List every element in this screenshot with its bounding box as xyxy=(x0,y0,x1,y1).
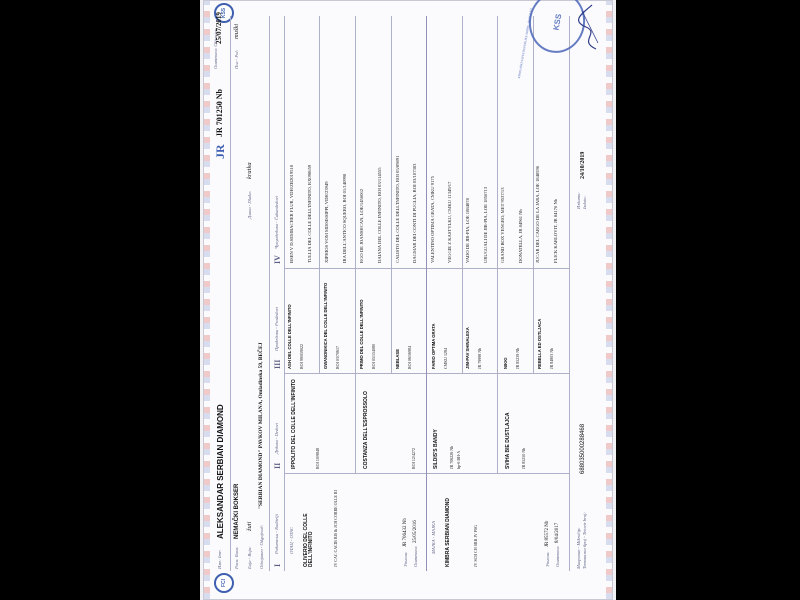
great-grandparent-name: NIKKI xyxy=(503,357,508,369)
great-great-grandparent-entry: URUGUALI DE JIR-PIA, LOE 1856713 xyxy=(482,186,488,263)
mother-reg-label: Уписан: xyxy=(545,551,550,567)
hair-value: kratka xyxy=(246,162,253,179)
kss-stamp: KSS xyxy=(524,0,590,57)
great-great-grandparent-entry: IRA DELL'ANTICO SQUERO, ROI 01/140998 xyxy=(341,173,347,263)
born-label: Оштењен: Ošttenjen: xyxy=(213,27,218,69)
great-great-grandparent-entry: GRAND BOX VENGRO, MET 9537/13 xyxy=(500,187,506,263)
color-label: Боја - Boja: xyxy=(247,546,252,569)
mother-born: 8/04/2017 xyxy=(555,522,560,543)
microchip-label: Микрочип - Mikročip: Тетоважа број - Tetovir broj: xyxy=(576,512,587,569)
great-great-grandparent-entry: VADO DE JIR-PIA, LOE 1884878 xyxy=(465,198,470,263)
grandparent-reg: JR 85250 Nb xyxy=(521,447,526,469)
mother-name: KIMBRA SERBIAN DIAMOND xyxy=(445,498,451,567)
great-great-grandparent-entry: DAIANA DEL COLLE INFINITO, ROI 03/114555 xyxy=(377,167,382,263)
great-great-grandparent-entry: BSEN V D.SEMBACHER FLUR, VDH/ZB2019518 xyxy=(289,164,294,263)
great-great-grandparent-entry: DONATELLA, JR 84961 Nb xyxy=(517,209,523,263)
decorative-border-bottom xyxy=(606,1,612,599)
great-grandparent-name: FARIO OPTIMA GRATA xyxy=(431,323,436,369)
great-grandparent-name: REBELLA ED OSTLJACA xyxy=(537,318,542,369)
great-grandparent-reg: JR 84803 Nb xyxy=(549,347,554,369)
column-iii-number: III xyxy=(273,359,282,369)
father-caption: ОТАЦ - OTAC xyxy=(289,527,294,554)
great-grandparent-name: JIM-PAV SHINALEXA xyxy=(465,327,470,369)
great-grandparent-name: GWANONIKICA DEL COLLE DELL'INFINITO xyxy=(323,282,328,369)
mother-titles: JV SCH CH SRB JV PSG xyxy=(473,525,478,567)
breed-label: Раса: Rasa: xyxy=(234,546,239,569)
grandparent-extra: hp-6 BH-A xyxy=(456,450,461,469)
great-great-grandparent-entry: FLICK KARLOVIT, JR 84176 Nb xyxy=(553,198,558,263)
fci-logo-icon: FCI xyxy=(214,573,234,593)
issued-label: Издато: Izdato: xyxy=(576,192,587,209)
column-i-label: Родитељи - Roditelji xyxy=(274,514,279,554)
mother-reg: JR 85572 Nb xyxy=(545,520,550,547)
column-iii-label: Прадедови - Pradedovi xyxy=(274,306,279,351)
grandparent-name: IPPOLITO DEL COLLE DELL'INFINITO xyxy=(291,379,297,469)
color-value: žuti xyxy=(246,521,253,531)
great-grandparent-reg: JR 85239 Nb xyxy=(515,347,520,369)
great-grandparent-name: PRIMO DEL COLLE DELL'INFINITO xyxy=(359,299,364,369)
mother-born-label: Оштењен: xyxy=(555,545,560,567)
father-reg-label: Уписан: xyxy=(403,551,408,567)
name-label: Име: Ime: xyxy=(217,549,222,569)
grandparent-reg: JR 706226 Nb xyxy=(449,445,454,469)
column-i-number: I xyxy=(273,563,282,567)
pedigree-certificate xyxy=(203,0,613,600)
great-great-grandparent-entry: VEGGIE Z KASTYLKU, CMKU 11349/17 xyxy=(447,181,453,263)
great-great-grandparent-entry: TULLIA DEL COLLE DELL'INFINITO, RX098659 xyxy=(306,164,312,263)
birth-date: 25/07/2019 xyxy=(215,12,223,44)
great-grandparent-name: ASH DEL COLLE DELL'INFINITO xyxy=(287,304,292,369)
column-ii-label: Дедови - Dedovi xyxy=(274,423,279,454)
microchip-number: 688035000288468 xyxy=(580,423,586,474)
great-great-grandparent-entry: JUCAR DEL CARGO DE LA JARA, LOE 1848596 xyxy=(535,165,541,263)
sex-label: Пол - Pol: xyxy=(234,49,239,69)
column-iv-label: Чукундедови - Čukundedovi xyxy=(274,196,279,249)
grandparent-name: SVIHA BIE DUSTLAJCA xyxy=(505,412,511,469)
hair-label: Длака - Dlaka: xyxy=(247,190,252,219)
grandparent-name: SILDIS'S BANDY xyxy=(433,429,439,469)
mother-caption: МАЈКА - MAJKA xyxy=(431,521,436,554)
father-reg: JR 706432 Nb xyxy=(403,518,408,547)
dog-name: ALEKSANDAR SERBIAN DIAMOND xyxy=(216,404,225,539)
registration-number: JR 701250 Nb xyxy=(215,88,224,137)
great-great-grandparent-entry: RGO DE JOANSHCAN, LOE/1456062 xyxy=(359,188,365,263)
father-born-label: Оштењен: xyxy=(413,545,418,567)
great-great-grandparent-entry: VALENTINO OPTIMA GRATA, CMKU 9175 xyxy=(429,176,435,263)
stamp-ring-text: KINOLOŠKI SAVEZ REPUBLIKE SRBIJE - BEOGRAD xyxy=(516,8,534,79)
signature-icon xyxy=(576,3,602,51)
decorative-border-top xyxy=(204,1,210,599)
great-great-grandparent-entry: XIPHIOS VOM MISSISSIPPI, VDH/23949 xyxy=(324,181,330,263)
great-grandparent-reg: JR 79998 Nb xyxy=(477,347,482,369)
registry-prefix: JR xyxy=(213,144,227,159)
father-name: OLIVERIO DEL COLLE DELL'INFINITO xyxy=(303,513,314,567)
grandparent-reg: ROI 10/9848 xyxy=(315,448,320,469)
father-born: 25/05/2016 xyxy=(413,520,418,543)
father-titles: JV CAC CACIB BIS & JCH CORRE OLLE RI xyxy=(333,490,338,567)
great-grandparent-reg: CMKU 1284 xyxy=(443,347,448,369)
great-grandparent-reg: ROI 05/154080 xyxy=(371,344,376,369)
column-ii-number: II xyxy=(273,462,282,469)
great-grandparent-reg: ROI 06/56984 xyxy=(407,346,412,369)
column-iv-number: IV xyxy=(273,255,282,264)
great-great-grandparent-entry: DAGMAR DEI CONTI DI PUGLIA, ROI 03/107383 xyxy=(412,163,418,263)
great-grandparent-reg: ROI 99/059022 xyxy=(299,344,304,369)
issued-date: 24/10/2019 xyxy=(580,151,586,179)
great-grandparent-name: NEBLASE xyxy=(395,348,400,369)
breed-value: NEMAČKI BOKSER xyxy=(234,483,240,539)
breeder-label: Одгајивач - Odgajivač: xyxy=(259,524,264,569)
grandparent-name: COSTANZA DELL'ESPROSSOLO xyxy=(363,391,369,469)
great-great-grandparent-entry: CALISTO DEL COLLE DELL'INFINITO, ROI 05/89891 xyxy=(394,155,400,263)
grandparent-reg: ROI 12/4272 xyxy=(411,448,416,469)
sex-value: muški xyxy=(233,23,240,39)
kss-logo-icon: KSS xyxy=(214,3,234,23)
scan-viewer xyxy=(200,0,616,600)
breeder-value: "SERBIAN DIAMOND" PAVKOV MILANA, Omladinska 59, BEČEJ xyxy=(258,342,264,509)
great-grandparent-reg: ROI 03/70617 xyxy=(335,346,340,369)
